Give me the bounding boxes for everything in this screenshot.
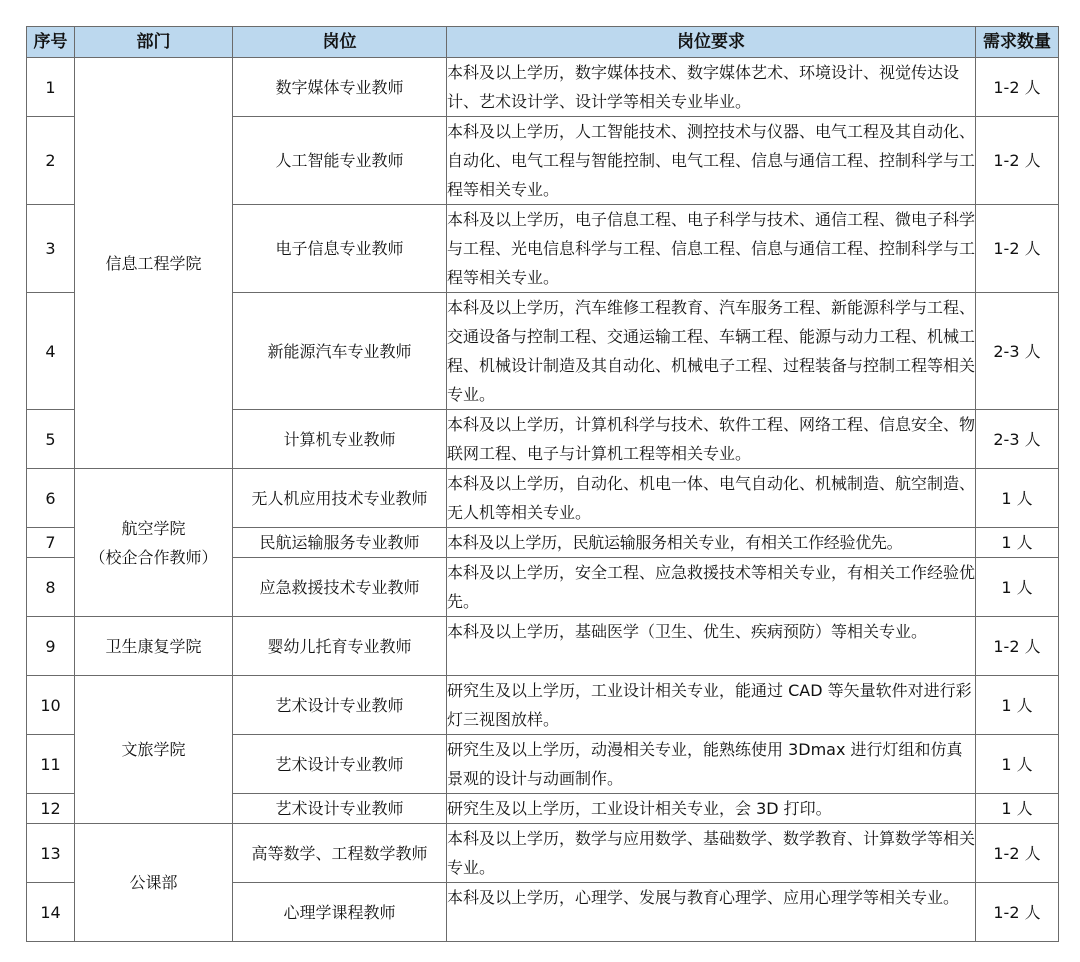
department-cell bbox=[75, 58, 233, 469]
row-number: 1 bbox=[27, 58, 75, 117]
position-cell: 民航运输服务专业教师 bbox=[233, 528, 447, 558]
table-row bbox=[27, 676, 1059, 735]
table-row bbox=[27, 469, 1059, 528]
requirement-cell: 本科及以上学历，数字媒体技术、数字媒体艺术、环境设计、视觉传达设计、艺术设计学、设计学等相关专业毕业。 bbox=[447, 58, 976, 117]
count-cell: 1 人 bbox=[976, 794, 1059, 824]
row-number: 12 bbox=[27, 794, 75, 824]
row-number: 14 bbox=[27, 883, 75, 942]
position-cell: 计算机专业教师 bbox=[233, 410, 447, 469]
count-cell: 1 人 bbox=[976, 469, 1059, 528]
row-number: 8 bbox=[27, 558, 75, 617]
department-name: 文旅学院 bbox=[121, 740, 186, 759]
requirement-cell: 本科及以上学历，心理学、发展与教育心理学、应用心理学等相关专业。 bbox=[447, 883, 976, 942]
header-count: 需求数量 bbox=[976, 27, 1059, 58]
department-cell bbox=[75, 824, 233, 942]
count-cell: 1-2 人 bbox=[976, 205, 1059, 293]
position-cell: 婴幼儿托育专业教师 bbox=[233, 617, 447, 676]
position-cell: 艺术设计专业教师 bbox=[233, 794, 447, 824]
row-number: 13 bbox=[27, 824, 75, 883]
requirement-cell: 本科及以上学历，电子信息工程、电子科学与技术、通信工程、微电子科学与工程、光电信息科学与工程、信息工程、信息与通信工程、控制科学与工程等相关专业。 bbox=[447, 205, 976, 293]
position-cell: 心理学课程教师 bbox=[233, 883, 447, 942]
count-cell: 1-2 人 bbox=[976, 824, 1059, 883]
header-number: 序号 bbox=[27, 27, 75, 58]
row-number: 2 bbox=[27, 117, 75, 205]
row-number: 5 bbox=[27, 410, 75, 469]
row-number: 6 bbox=[27, 469, 75, 528]
department-cell bbox=[75, 676, 233, 824]
count-cell: 1-2 人 bbox=[976, 617, 1059, 676]
count-cell: 1 人 bbox=[976, 735, 1059, 794]
header-department: 部门 bbox=[75, 27, 233, 58]
row-number: 11 bbox=[27, 735, 75, 794]
requirement-cell: 本科及以上学历，数学与应用数学、基础数学、数学教育、计算数学等相关专业。 bbox=[447, 824, 976, 883]
position-cell: 人工智能专业教师 bbox=[233, 117, 447, 205]
requirement-cell: 本科及以上学历，安全工程、应急救援技术等相关专业，有相关工作经验优先。 bbox=[447, 558, 976, 617]
row-number: 7 bbox=[27, 528, 75, 558]
position-cell: 无人机应用技术专业教师 bbox=[233, 469, 447, 528]
count-cell: 1 人 bbox=[976, 558, 1059, 617]
position-cell: 电子信息专业教师 bbox=[233, 205, 447, 293]
department-name: 公课部 bbox=[129, 873, 178, 892]
recruitment-table bbox=[26, 26, 1059, 942]
count-cell: 2-3 人 bbox=[976, 293, 1059, 410]
requirement-cell: 本科及以上学历，民航运输服务相关专业，有相关工作经验优先。 bbox=[447, 528, 976, 558]
position-cell: 数字媒体专业教师 bbox=[233, 58, 447, 117]
department-subtitle: （校企合作教师） bbox=[89, 547, 218, 567]
count-cell: 1 人 bbox=[976, 676, 1059, 735]
requirement-cell: 本科及以上学历，自动化、机电一体、电气自动化、机械制造、航空制造、无人机等相关专业。 bbox=[447, 469, 976, 528]
requirement-cell: 本科及以上学历，汽车维修工程教育、汽车服务工程、新能源科学与工程、交通设备与控制工程、交通运输工程、车辆工程、能源与动力工程、机械工程、机械设计制造及其自动化、机械电子工程、过程装备与控制工程等相关专业。 bbox=[447, 293, 976, 410]
department-name: 卫生康复学院 bbox=[105, 636, 202, 656]
position-cell: 艺术设计专业教师 bbox=[233, 735, 447, 794]
count-cell: 1-2 人 bbox=[976, 883, 1059, 942]
header-row bbox=[27, 27, 1059, 58]
requirement-cell: 本科及以上学历，人工智能技术、测控技术与仪器、电气工程及其自动化、自动化、电气工程与智能控制、电气工程、信息与通信工程、控制科学与工程等相关专业。 bbox=[447, 117, 976, 205]
count-cell: 1 人 bbox=[976, 528, 1059, 558]
requirement-cell: 研究生及以上学历，工业设计相关专业，能通过 CAD 等矢量软件对进行彩灯三视图放样。 bbox=[447, 676, 976, 735]
count-cell: 1-2 人 bbox=[976, 117, 1059, 205]
row-number: 3 bbox=[27, 205, 75, 293]
department-cell bbox=[75, 469, 233, 617]
row-number: 10 bbox=[27, 676, 75, 735]
position-cell: 应急救援技术专业教师 bbox=[233, 558, 447, 617]
row-number: 4 bbox=[27, 293, 75, 410]
table-row bbox=[27, 58, 1059, 117]
table-row bbox=[27, 824, 1059, 883]
table-row bbox=[27, 617, 1059, 676]
requirement-cell: 研究生及以上学历，工业设计相关专业，会 3D 打印。 bbox=[447, 794, 976, 824]
department-name: 信息工程学院 bbox=[105, 253, 202, 273]
header-requirement: 岗位要求 bbox=[447, 27, 976, 58]
position-cell: 高等数学、工程数学教师 bbox=[233, 824, 447, 883]
count-cell: 2-3 人 bbox=[976, 410, 1059, 469]
position-cell: 新能源汽车专业教师 bbox=[233, 293, 447, 410]
requirement-cell: 研究生及以上学历，动漫相关专业，能熟练使用 3Dmax 进行灯组和仿真景观的设计与动画制作。 bbox=[447, 735, 976, 794]
header-position: 岗位 bbox=[233, 27, 447, 58]
department-name: 航空学院 bbox=[121, 518, 186, 538]
row-number: 9 bbox=[27, 617, 75, 676]
count-cell: 1-2 人 bbox=[976, 58, 1059, 117]
requirement-cell: 本科及以上学历，基础医学（卫生、优生、疾病预防）等相关专业。 bbox=[447, 617, 976, 676]
requirement-cell: 本科及以上学历，计算机科学与技术、软件工程、网络工程、信息安全、物联网工程、电子与计算机工程等相关专业。 bbox=[447, 410, 976, 469]
position-cell: 艺术设计专业教师 bbox=[233, 676, 447, 735]
department-cell bbox=[75, 617, 233, 676]
